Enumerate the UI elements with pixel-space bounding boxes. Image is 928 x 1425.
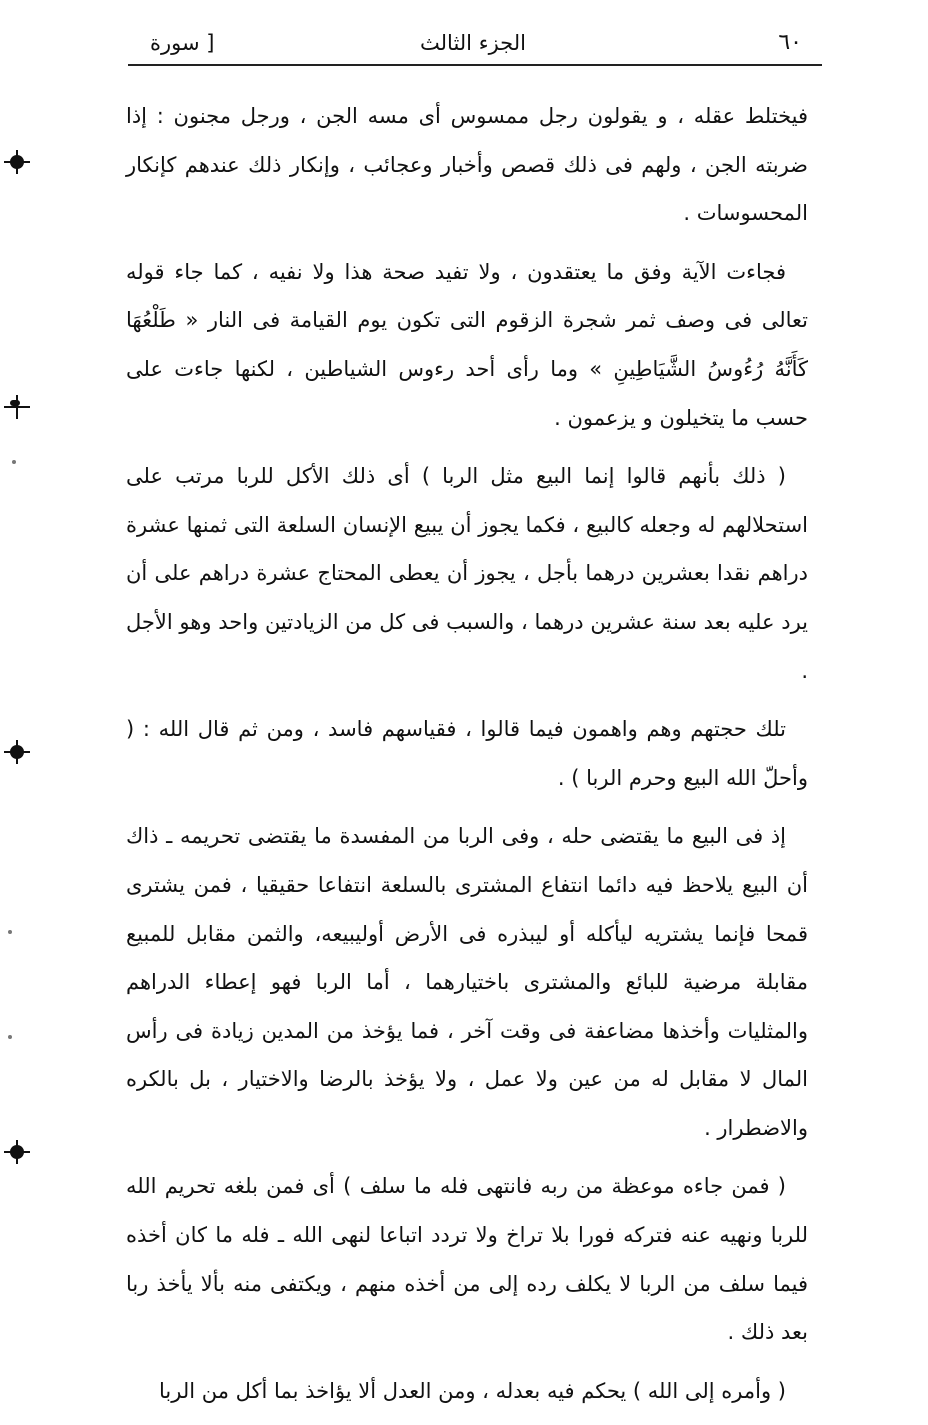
page-body: [126, 92, 808, 1425]
paragraph-7: ( وأمره إلى الله ) يحكم فيه بعدله ، ومن العدل ألا يؤاخذ بما أكل من الربا: [158, 1378, 786, 1403]
margin-speck-2: [8, 930, 12, 934]
paragraph-6: ( فمن جاءه موعظة من ربه فانتهى فله ما سلف ) أى فمن بلغه تحريم الله للربا ونهيه عنه فتركه فورا بلا تراخ ولا تردد اتباعا لنهى الله ـ فله ما كان أخذه فيما سلف من الربا لا يكلف رده إلى من أخذه منهم ، ويكتفى منه بألا يأخذ ربا بعد ذلك .: [126, 1174, 808, 1345]
paragraph-1: فيختلط عقله ، و يقولون رجل ممسوس أى مسه الجن ، ورجل مجنون : إذا ضربته الجن ، ولهم فى ذلك قصص وأخبار وعجائب ، وإنكار ذلك عندهم كإنكار المحسوسات .: [126, 104, 808, 226]
margin-mark-3: [10, 745, 24, 759]
surah-label: [ سورة: [150, 31, 215, 55]
paragraph-5: إذ فى البيع ما يقتضى حله ، وفى الربا من المفسدة ما يقتضى تحريمه ـ ذاك أن البيع يلاحظ فيه دائما انتفاع المشترى بالسلعة انتفاعا حقيقيا ، فمن يشترى قمحا فإنما يشتريه ليأكله أو ليبذره فى الأرض أوليبيعه، والثمن مقابل للمبيع مقابلة مرضية للبائع والمشترى باختيارهما ، أما الربا فهو إعطاء الدراهم والمثليات وأخذها مضاعفة فى وقت آخر ، فما يؤخذ من المدين زيادة فى رأس المال لا مقابل له من عين ولا عمل ، ولا يؤخذ بالرضا والاختيار ، بل بالكره والاضطرار .: [126, 824, 808, 1140]
margin-mark-1: [10, 155, 24, 169]
paragraph-3: ( ذلك بأنهم قالوا إنما البيع مثل الربا ) أى ذلك الأكل للربا مرتب على استحلالهم له وجعله كالبيع ، فكما يجوز أن يبيع الإنسان السلعة التى ثمنها عشرة دراهم نقدا بعشرين درهما بأجل ، يجوز أن يعطى المحتاج عشرة دراهم على أن يرد عليه بعد سنة عشرين درهما ، والسبب فى كل من الزيادتين واحد وهو الأجل .: [126, 464, 808, 683]
page-number: ٦٠: [778, 30, 802, 55]
margin-speck-3: [8, 1035, 12, 1039]
margin-speck-1: [12, 460, 16, 464]
margin-mark-2: [10, 400, 20, 406]
margin-mark-4: [10, 1145, 24, 1159]
page-header: [128, 26, 818, 62]
part-title: الجزء الثالث: [420, 31, 526, 55]
paragraph-2: فجاءت الآية وفق ما يعتقدون ، ولا تفيد صحة هذا ولا نفيه ، كما جاء قوله تعالى فى وصف ثمر شجرة الزقوم التى تكون يوم القيامة فى النار « طَلْعُهَا كَأَنَّهُ رُءُوسُ الشَّيَاطِينِ » وما رأى أحد رءوس الشياطين ، لكنها جاءت على حسب ما يتخيلون و يزعمون .: [126, 259, 808, 430]
header-rule: [128, 64, 822, 66]
paragraph-4: تلك حجتهم وهم واهمون فيما قالوا ، فقياسهم فاسد ، ومن ثم قال الله : ( وأحلّ الله البيع وحرم الربا ) .: [126, 717, 808, 790]
